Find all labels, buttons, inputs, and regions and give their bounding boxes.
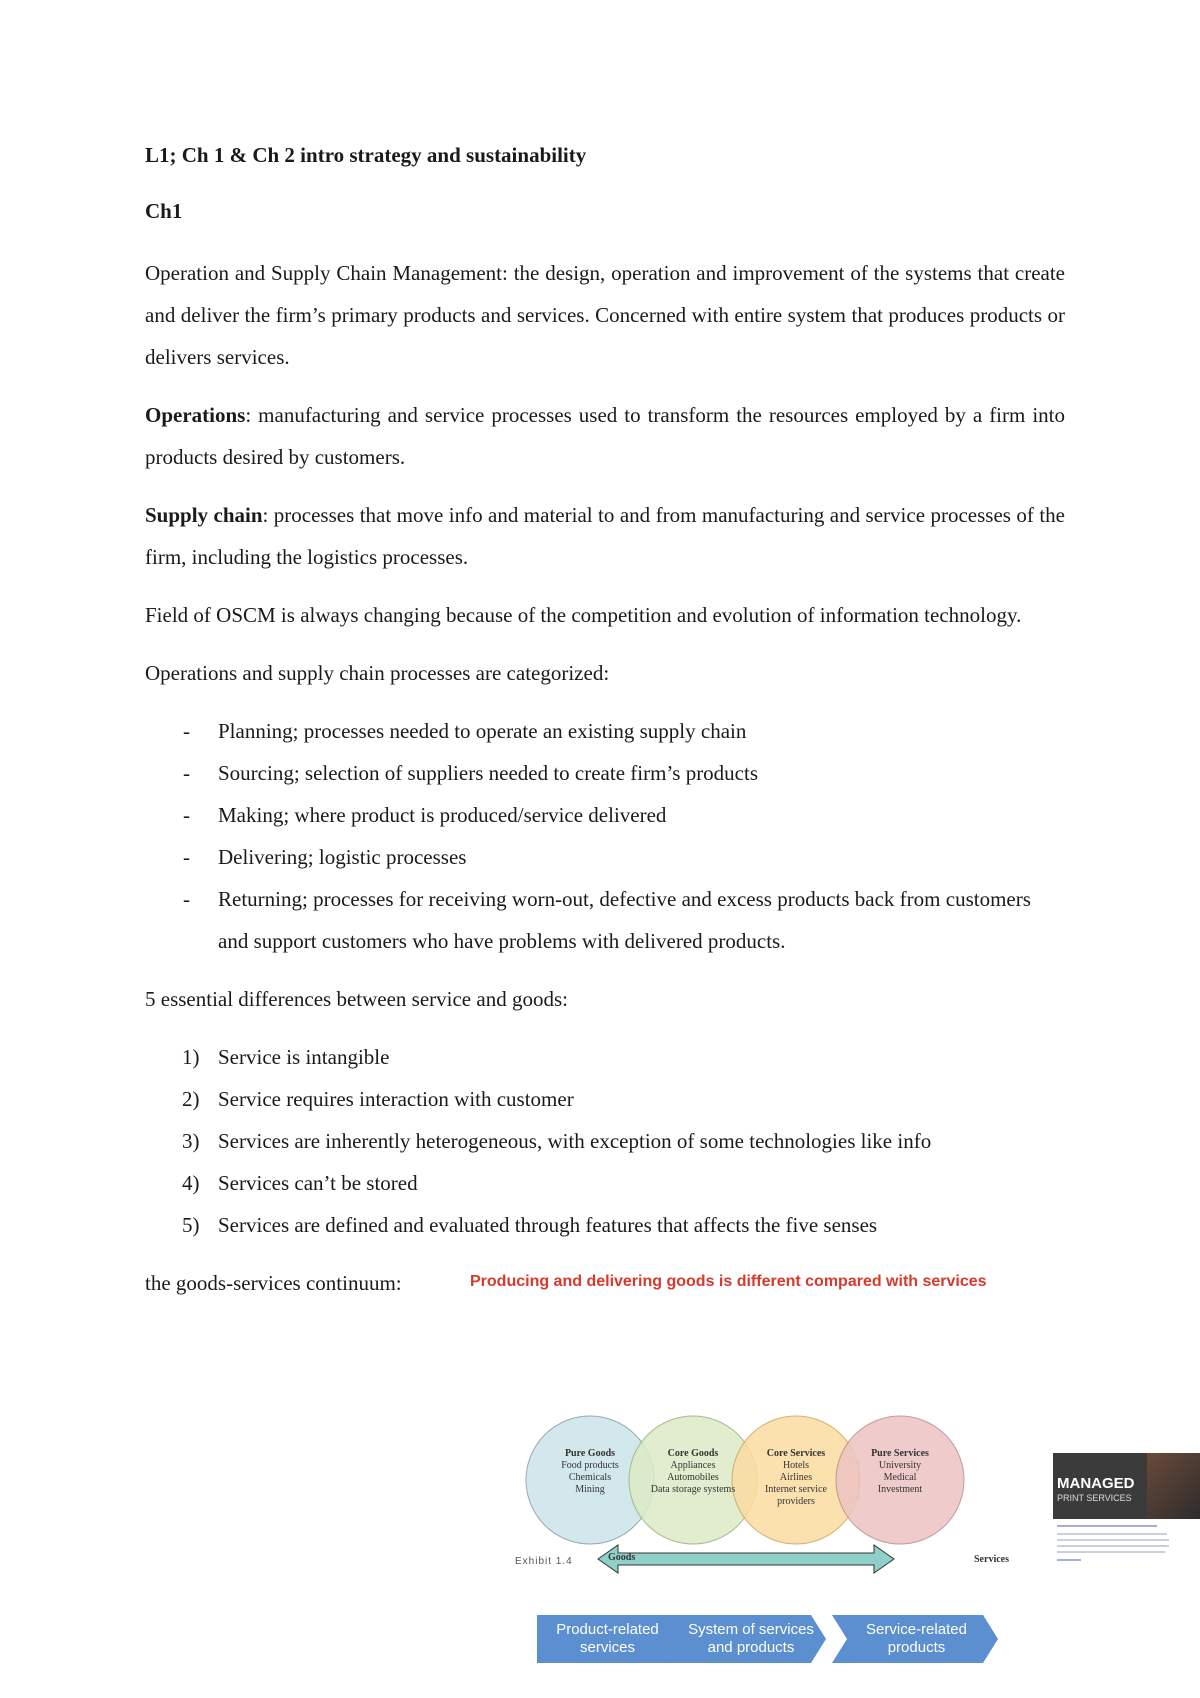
- number-marker: 1): [182, 1045, 200, 1069]
- pure-services-label: Pure Services University Medical Investment: [871, 1448, 929, 1495]
- list-item: 5) Services are defined and evaluated through features that affects the five senses: [145, 1204, 1065, 1246]
- categorized-intro: Operations and supply chain processes are categorized:: [145, 661, 610, 685]
- continuum-heading: Producing and delivering goods is different compared with services: [470, 1273, 987, 1290]
- thumbnail-banner: [1053, 1453, 1200, 1519]
- services-axis-label: Services: [974, 1554, 1009, 1565]
- supply-chain-term: Supply chain: [145, 503, 263, 527]
- continuum-figure: [510, 1395, 1200, 1698]
- continuum-arrow: [598, 1545, 894, 1573]
- thumbnail-text-line: [1057, 1525, 1157, 1527]
- intro-paragraph: Operation and Supply Chain Management: the design, operation and improvement of the systems that create and deliver the firm’s primary products and services. Concerned with entire system that produces products or delivers services.: [145, 261, 1065, 369]
- continuum-row: [145, 1262, 1065, 1304]
- exhibit-label: Exhibit 1.4: [515, 1556, 573, 1567]
- differences-list: [145, 1036, 1065, 1246]
- categories-list: [145, 710, 1065, 962]
- number-marker: 2): [182, 1087, 200, 1111]
- section-heading: Ch1: [145, 199, 183, 223]
- dash-marker: -: [183, 719, 190, 743]
- document-body: [145, 142, 1065, 1304]
- dash-marker: -: [183, 887, 190, 911]
- thumbnail-text-line: [1057, 1545, 1169, 1547]
- oscm-paragraph: Field of OSCM is always changing because of the competition and evolution of information technology.: [145, 603, 1022, 627]
- number-marker: 3): [182, 1129, 200, 1153]
- thumbnail-text-line: [1057, 1559, 1081, 1561]
- list-item: 4) Services can’t be stored: [145, 1162, 1065, 1204]
- thumbnail-text-line: [1057, 1551, 1165, 1553]
- page-title: L1; Ch 1 & Ch 2 intro strategy and sustainability: [145, 143, 587, 167]
- dash-marker: -: [183, 761, 190, 785]
- pure-goods-label: Pure Goods Food products Chemicals Mining: [561, 1448, 619, 1495]
- thumbnail-subtitle: PRINT SERVICES: [1057, 1493, 1132, 1503]
- list-item: 1) Service is intangible: [145, 1036, 1065, 1078]
- list-item: - Making; where product is produced/service delivered: [145, 794, 1065, 836]
- number-marker: 4): [182, 1171, 200, 1195]
- core-goods-label: Core Goods Appliances Automobiles Data storage systems: [650, 1448, 736, 1495]
- list-item: - Sourcing; selection of suppliers needed to create firm’s products: [145, 752, 1065, 794]
- supply-chain-text: : processes that move info and material to and from manufacturing and service processes of the firm, including the logistics processes.: [145, 503, 1065, 569]
- list-item: 2) Service requires interaction with customer: [145, 1078, 1065, 1120]
- list-item: - Returning; processes for receiving worn-out, defective and excess products back from customers and support customers who have problems with delivered products.: [145, 878, 1065, 962]
- thumbnail-text-line: [1057, 1539, 1169, 1541]
- thumbnail-photo: [1147, 1453, 1200, 1519]
- continuum-label: the goods-services continuum:: [145, 1271, 402, 1295]
- chevron-product-related-label: Product-related services: [556, 1621, 659, 1656]
- differences-intro: 5 essential differences between service and goods:: [145, 987, 568, 1011]
- chevron-service-related-label: Service-related products: [866, 1621, 967, 1656]
- managed-print-services-thumbnail: [1053, 1453, 1200, 1573]
- thumbnail-text-line: [1057, 1533, 1167, 1535]
- supply-chain-definition: [145, 494, 1065, 578]
- number-marker: 5): [182, 1213, 200, 1237]
- operations-definition: [145, 394, 1065, 478]
- operations-text: : manufacturing and service processes used to transform the resources employed by a firm into products desired by customers.: [145, 403, 1065, 469]
- chevron-system-of-services-label: System of services and products: [688, 1621, 814, 1656]
- goods-axis-label: Goods: [608, 1552, 636, 1563]
- list-item: - Delivering; logistic processes: [145, 836, 1065, 878]
- list-item: 3) Services are inherently heterogeneous, with exception of some technologies like info: [145, 1120, 1065, 1162]
- dash-marker: -: [183, 803, 190, 827]
- list-item: - Planning; processes needed to operate an existing supply chain: [145, 710, 1065, 752]
- operations-term: Operations: [145, 403, 246, 427]
- dash-marker: -: [183, 845, 190, 869]
- thumbnail-title: MANAGED: [1057, 1475, 1135, 1492]
- core-services-label: Core Services Hotels Airlines Internet service providers: [765, 1448, 827, 1507]
